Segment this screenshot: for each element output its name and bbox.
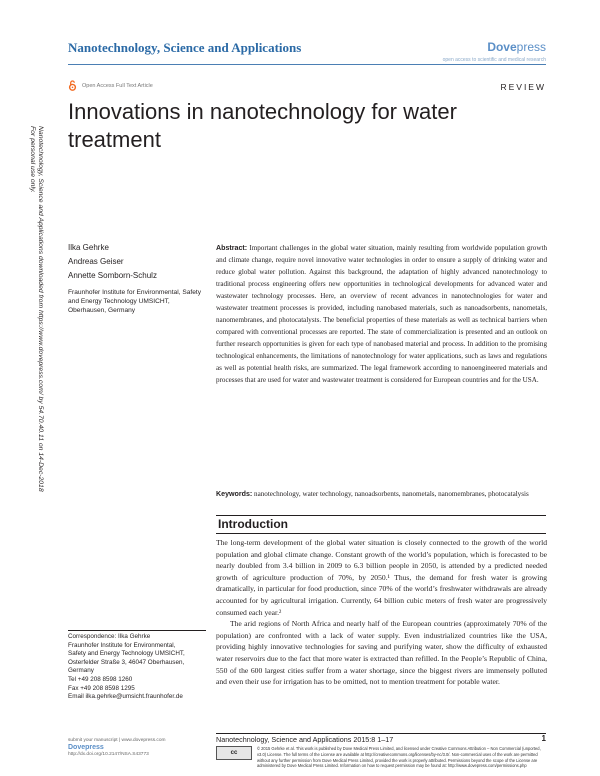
doi-link[interactable]: http://dx.doi.org/10.2147/NSA.S43773	[68, 752, 149, 757]
correspondence-line: Osterfelder Straße 3, 46047 Oberhausen,	[68, 658, 185, 666]
footer-publisher-logo: Dovepress	[68, 744, 104, 751]
correspondence-line: Germany	[68, 667, 94, 675]
footer-left	[68, 737, 165, 758]
header-rule	[68, 64, 546, 65]
body-text	[216, 537, 547, 688]
download-watermark-line1: Nanotechnology, Science and Applications downloaded from https://www.dovepress.com/ by 54.70.40.11 on 14-Dec-2018	[37, 126, 44, 492]
correspondence-label: Correspondence: Ilka Gehrke	[68, 633, 151, 640]
correspondence-line: Fraunhofer Institute for Environmental,	[68, 641, 176, 649]
author-list	[68, 241, 157, 283]
page-number: 1	[541, 734, 546, 743]
open-access-text: Open Access Full Text Article	[82, 82, 153, 89]
correspondence-line: Safety and Energy Technology UMSICHT,	[68, 650, 185, 658]
footer-rule	[216, 733, 546, 734]
creative-commons-badge: cc	[216, 746, 252, 760]
open-access-icon	[68, 80, 77, 91]
section-heading: Introduction	[218, 517, 288, 531]
author-name: Andreas Geiser	[68, 257, 124, 266]
open-access-label	[68, 80, 153, 91]
paragraph: The long-term development of the global water situation is closely connected to the growth of the world population and global climate change. Constant growth of the world’s population, which is forecasted to be nearly doubled from 3.4 billion in 2009 to 6.3 billion people in 2050, is attended by a predicted needed growth of agriculture production of 70%, by 2050.¹ Thus, the demand for fresh water is growing dramatically, in particular for food production, since 70% of the world’s freshwater withdrawals are already accounted for by agricultural irrigation. Currently, 64 billion cubic meters of fresh water are progressively consumed each year.²	[216, 538, 547, 617]
abstract-text: Important challenges in the global water situation, mainly resulting from worldwide population growth and climate change, require novel innovative water technologies in order to ensure a supply of drinking water and reduce global water pollution. Against this background, the adaptation of highly advanced nanotechnology to traditional process engineering offers new opportunities in technological developments for advanced water and wastewater technology processes. Here, an overview of recent advances in nanotechnologies for water and wastewater treatment processes is provided, including nanobased materials, such as nanoadsorbents, nanometals, nanomembranes, and photocatalysts. The beneficial properties of these materials as well as technical barriers when compared with conventional processes are reported. The state of commercialization is presented and an outlook on further research opportunities is given for each type of nanobased material and process. In addition to the promising technological enhancements, the limitations of nanotechnology for water applications, such as laws and regulations as well as potential health risks, are summarized. The legal framework according to nanoengineered materials and processes that are used for water and wastewater treatment is considered for European countries and for the USA.	[216, 244, 547, 384]
footer-citation: Nanotechnology, Science and Applications 2015:8 1–17	[216, 735, 394, 744]
section-rule-bottom	[216, 533, 546, 534]
correspondence-line: Fax +49 208 8598 1295	[68, 684, 135, 692]
author-name: Annette Somborn-Schulz	[68, 271, 157, 280]
download-watermark-line2: For personal use only.	[29, 126, 36, 193]
article-type: REVIEW	[500, 82, 546, 92]
author-name: Ilka Gehrke	[68, 243, 109, 252]
keywords-label: Keywords:	[216, 490, 253, 498]
section-rule-top	[216, 515, 546, 516]
article-title: Innovations in nanotechnology for water treatment	[68, 99, 457, 152]
correspondence	[68, 633, 208, 702]
publisher-name-light: press	[516, 40, 546, 54]
keywords	[216, 488, 547, 500]
correspondence-email[interactable]: Email ilka.gehrke@umsicht.fraunhofer.de	[68, 693, 183, 701]
publisher-tagline: open access to scientific and medical research	[442, 57, 546, 63]
license-text: © 2015 Gehrke et al. This work is published by Dove Medical Press Limited, and licensed under Creative Commons Attribution – Non Commercial (unported, v3.0) License. The full terms of the License are available at http://creativecommons.org/licenses/by-nc/3.0/. Non-commercial uses of the work are permitted without any further permission from Dove Medical Press Limited, provided the work is properly attributed. Permissions beyond the scope of the License are administered by Dove Medical Press Limited. Information on how to request permission may be found at: http://www.dovepress.com/permissions.php	[257, 746, 541, 769]
correspondence-line: Tel +49 208 8598 1260	[68, 675, 133, 683]
abstract-label: Abstract:	[216, 244, 248, 252]
download-watermark	[30, 126, 44, 596]
abstract	[216, 242, 547, 386]
keywords-text: nanotechnology, water technology, nanoadsorbents, nanometals, nanomembranes, photocatalysis	[254, 490, 529, 498]
publisher-logo	[487, 40, 546, 54]
journal-name: Nanotechnology, Science and Applications	[68, 40, 302, 55]
author-affiliation: Fraunhofer Institute for Environmental, Safety and Energy Technology UMSICHT, Oberhausen, Germany	[68, 289, 202, 314]
paragraph: The arid regions of North Africa and nearly half of the European countries (approximately 70% of the population) are confronted with a lack of water supply. Even industrialized countries like the USA, providing highly innovative technologies for saving and purifying water, show the difficulty of exhausted water reservoirs due to the fact that more water is extracted than refilled. In the People’s Republic of China, 550 of the 600 largest cities suffer from a water shortage, since the biggest rivers are immensely polluted and even their use for irrigation has to be omitted, not to mention treatment for potable water.	[216, 619, 547, 687]
submit-link[interactable]: submit your manuscript | www.dovepress.com	[68, 738, 166, 743]
publisher-name-bold: Dove	[487, 40, 517, 54]
correspondence-rule	[68, 630, 206, 631]
license-block	[216, 746, 547, 769]
